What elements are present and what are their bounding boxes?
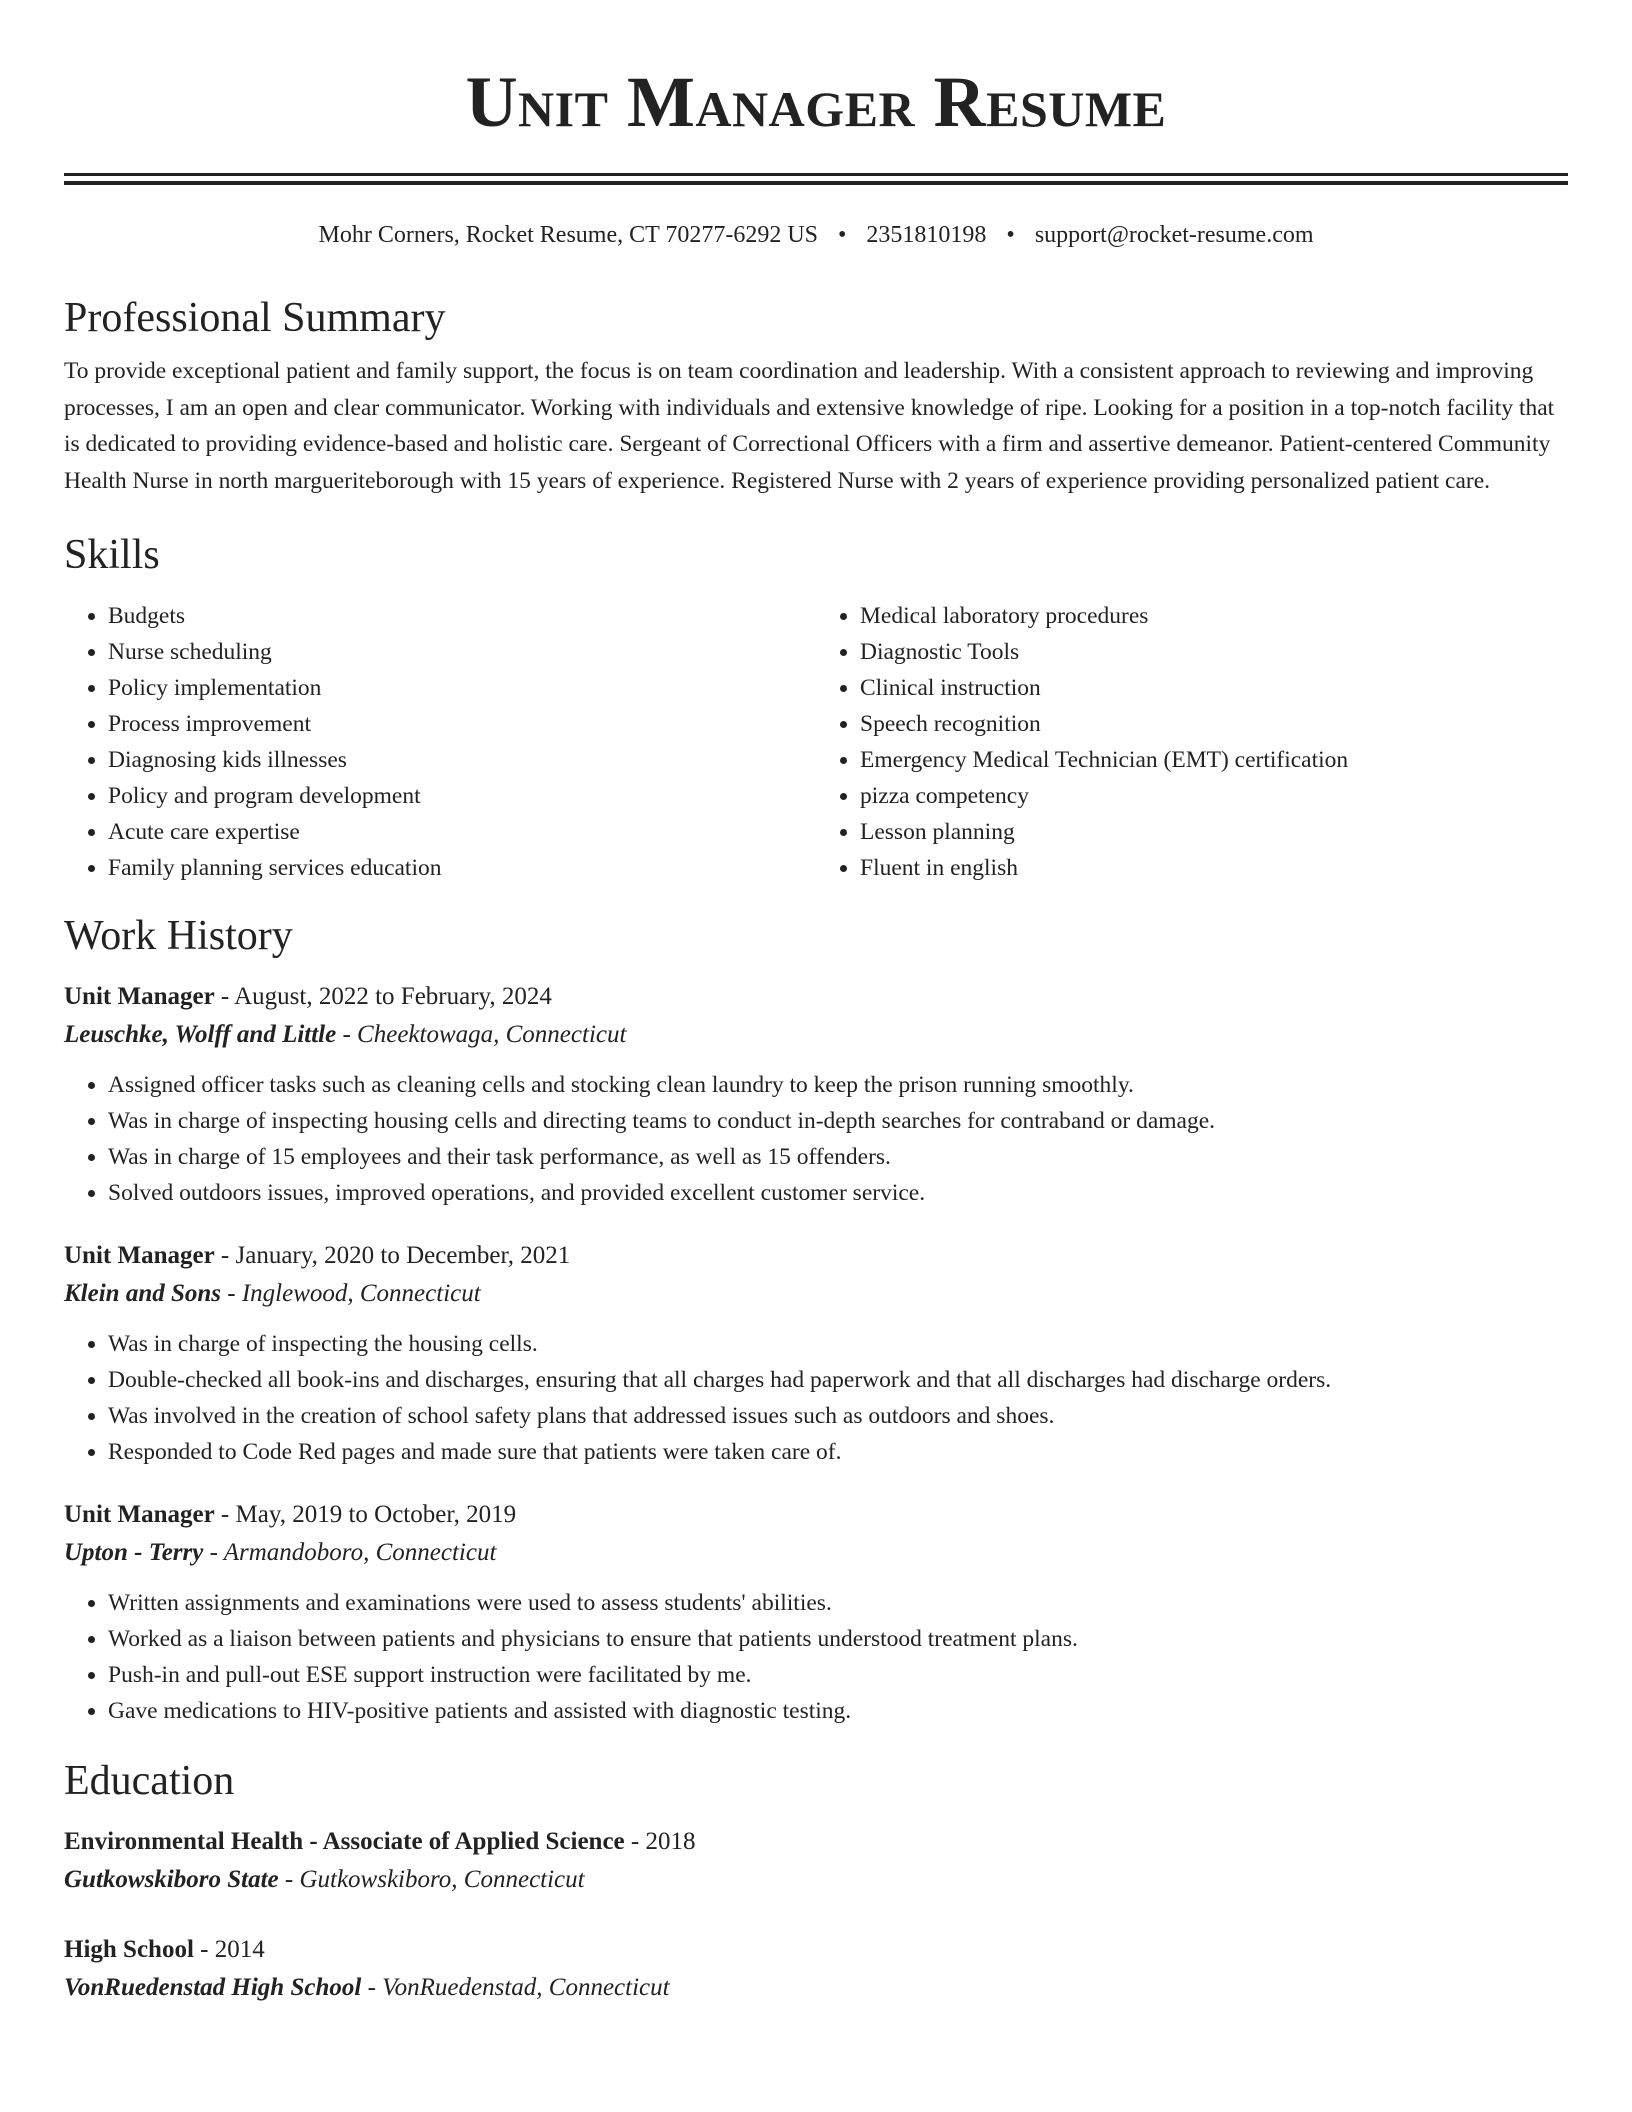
job-location: Armandoboro, Connecticut <box>223 1539 497 1566</box>
skill-item: • Clinical instruction <box>860 670 1568 706</box>
job-employer: Klein and Sons - Inglewood, Connecticut <box>64 1280 481 1307</box>
contact-phone: 2351810198 <box>866 222 987 248</box>
education-degree-line: High School - 2014 <box>64 1936 265 1963</box>
summary-text: To provide exceptional patient and family support, the focus is on team coordination and leadership. With a consistent approach to reviewing and improving processes, I am an open and clear communicator. Working with individuals and extensive knowledge of ripe. Looking for a position in a top-notch facility that is dedicated to providing evidence-based and holistic care. Sergeant of Correctional Officers with a firm and assertive demeanor. Patient-centered Community Health Nurse in north margueriteborough with 15 years of experience. Registered Nurse with 2 years of experience providing personalized patient care. <box>64 358 1555 494</box>
job-duties <box>64 1067 1568 1211</box>
education-entry <box>64 1931 1568 2007</box>
job-employer: Upton - Terry - Armandoboro, Connecticut <box>64 1539 497 1566</box>
page-title: Unit Manager Resume <box>465 62 1167 142</box>
job-title: Unit Manager <box>64 983 215 1010</box>
job-title: Unit Manager <box>64 1242 215 1269</box>
job-header: Unit Manager - January, 2020 to December, 2021 <box>64 1242 571 1269</box>
education-school: VonRuedenstad High School <box>64 1974 362 2001</box>
job-duty: • Responded to Code Red pages and made sure that patients were taken care of. <box>108 1434 1568 1470</box>
contact-separator: • <box>1006 222 1015 248</box>
job-duty: • Was in charge of inspecting the housing cells. <box>108 1326 1568 1362</box>
education-degree: Environmental Health - Associate of Applied Science <box>64 1828 625 1855</box>
job-entry <box>64 978 1568 1211</box>
job-entry <box>64 1496 1568 1729</box>
job-dates: January, 2020 to December, 2021 <box>235 1242 571 1269</box>
skill-item: • Process improvement <box>108 706 816 742</box>
skills-list <box>64 598 1568 886</box>
skill-item: • Family planning services education <box>108 850 816 886</box>
job-employer: Leuschke, Wolff and Little - Cheektowaga, Connecticut <box>64 1021 627 1048</box>
education-school: Gutkowskiboro State <box>64 1866 279 1893</box>
job-location: Cheektowaga, Connecticut <box>357 1021 627 1048</box>
skill-item: • Diagnosing kids illnesses <box>108 742 816 778</box>
job-title: Unit Manager <box>64 1501 215 1528</box>
job-duties <box>64 1326 1568 1470</box>
education-entry <box>64 1823 1568 1899</box>
summary-heading: Professional Summary <box>64 295 446 341</box>
job-duty: • Was in charge of inspecting housing cells and directing teams to conduct in-depth searches for contraband or damage. <box>108 1103 1568 1139</box>
job-duty: • Assigned officer tasks such as cleaning cells and stocking clean laundry to keep the prison running smoothly. <box>108 1067 1568 1103</box>
contact-line <box>64 223 1568 247</box>
job-duty: • Push-in and pull-out ESE support instruction were facilitated by me. <box>108 1657 1568 1693</box>
education-school-line: Gutkowskiboro State - Gutkowskiboro, Connecticut <box>64 1866 585 1893</box>
skill-item: • Diagnostic Tools <box>860 634 1568 670</box>
job-duties <box>64 1585 1568 1729</box>
job-duty: • Was in charge of 15 employees and their task performance, as well as 15 offenders. <box>108 1139 1568 1175</box>
skill-item: • Emergency Medical Technician (EMT) certification <box>860 742 1568 778</box>
education-year: 2018 <box>645 1828 696 1855</box>
contact-address: Mohr Corners, Rocket Resume, CT 70277-6292 US <box>318 222 819 248</box>
job-company: Leuschke, Wolff and Little <box>64 1021 337 1048</box>
education-year: 2014 <box>214 1936 265 1963</box>
skill-item: • pizza competency <box>860 778 1568 814</box>
skill-item: • Fluent in english <box>860 850 1568 886</box>
job-duty: • Worked as a liaison between patients and physicians to ensure that patients understood treatment plans. <box>108 1621 1568 1657</box>
job-duty: • Was involved in the creation of school safety plans that addressed issues such as outdoors and shoes. <box>108 1398 1568 1434</box>
education-degree-line: Environmental Health - Associate of Applied Science - 2018 <box>64 1828 696 1855</box>
skill-item: • Nurse scheduling <box>108 634 816 670</box>
job-header: Unit Manager - August, 2022 to February, 2024 <box>64 983 552 1010</box>
job-company: Klein and Sons <box>64 1280 222 1307</box>
education-location: VonRuedenstad, Connecticut <box>382 1974 670 2001</box>
job-duty: • Gave medications to HIV-positive patients and assisted with diagnostic testing. <box>108 1693 1568 1729</box>
education-heading: Education <box>64 1758 235 1804</box>
education-degree: High School <box>64 1936 194 1963</box>
job-duty: • Written assignments and examinations were used to assess students' abilities. <box>108 1585 1568 1621</box>
skills-heading: Skills <box>64 532 160 578</box>
skill-item: • Speech recognition <box>860 706 1568 742</box>
contact-separator: • <box>838 222 847 248</box>
education-school-line: VonRuedenstad High School - VonRuedenstad, Connecticut <box>64 1974 670 2001</box>
title-divider <box>64 173 1568 185</box>
skills-column-left <box>64 598 816 886</box>
skill-item: • Budgets <box>108 598 816 634</box>
contact-email: support@rocket-resume.com <box>1034 222 1314 248</box>
skill-item: • Lesson planning <box>860 814 1568 850</box>
job-entry <box>64 1237 1568 1470</box>
skills-column-right <box>816 598 1568 886</box>
skill-item: • Policy and program development <box>108 778 816 814</box>
job-duty: • Solved outdoors issues, improved operations, and provided excellent customer service. <box>108 1175 1568 1211</box>
skill-item: • Medical laboratory procedures <box>860 598 1568 634</box>
education-location: Gutkowskiboro, Connecticut <box>299 1866 585 1893</box>
skill-item: • Policy implementation <box>108 670 816 706</box>
job-location: Inglewood, Connecticut <box>241 1280 481 1307</box>
job-duty: • Double-checked all book-ins and discharges, ensuring that all charges had paperwork and that all discharges had discharge orders. <box>108 1362 1568 1398</box>
job-company: Upton - Terry <box>64 1539 204 1566</box>
skill-item: • Acute care expertise <box>108 814 816 850</box>
job-header: Unit Manager - May, 2019 to October, 2019 <box>64 1501 517 1528</box>
work-history-heading: Work History <box>64 913 293 959</box>
job-dates: August, 2022 to February, 2024 <box>234 983 552 1010</box>
job-dates: May, 2019 to October, 2019 <box>235 1501 517 1528</box>
